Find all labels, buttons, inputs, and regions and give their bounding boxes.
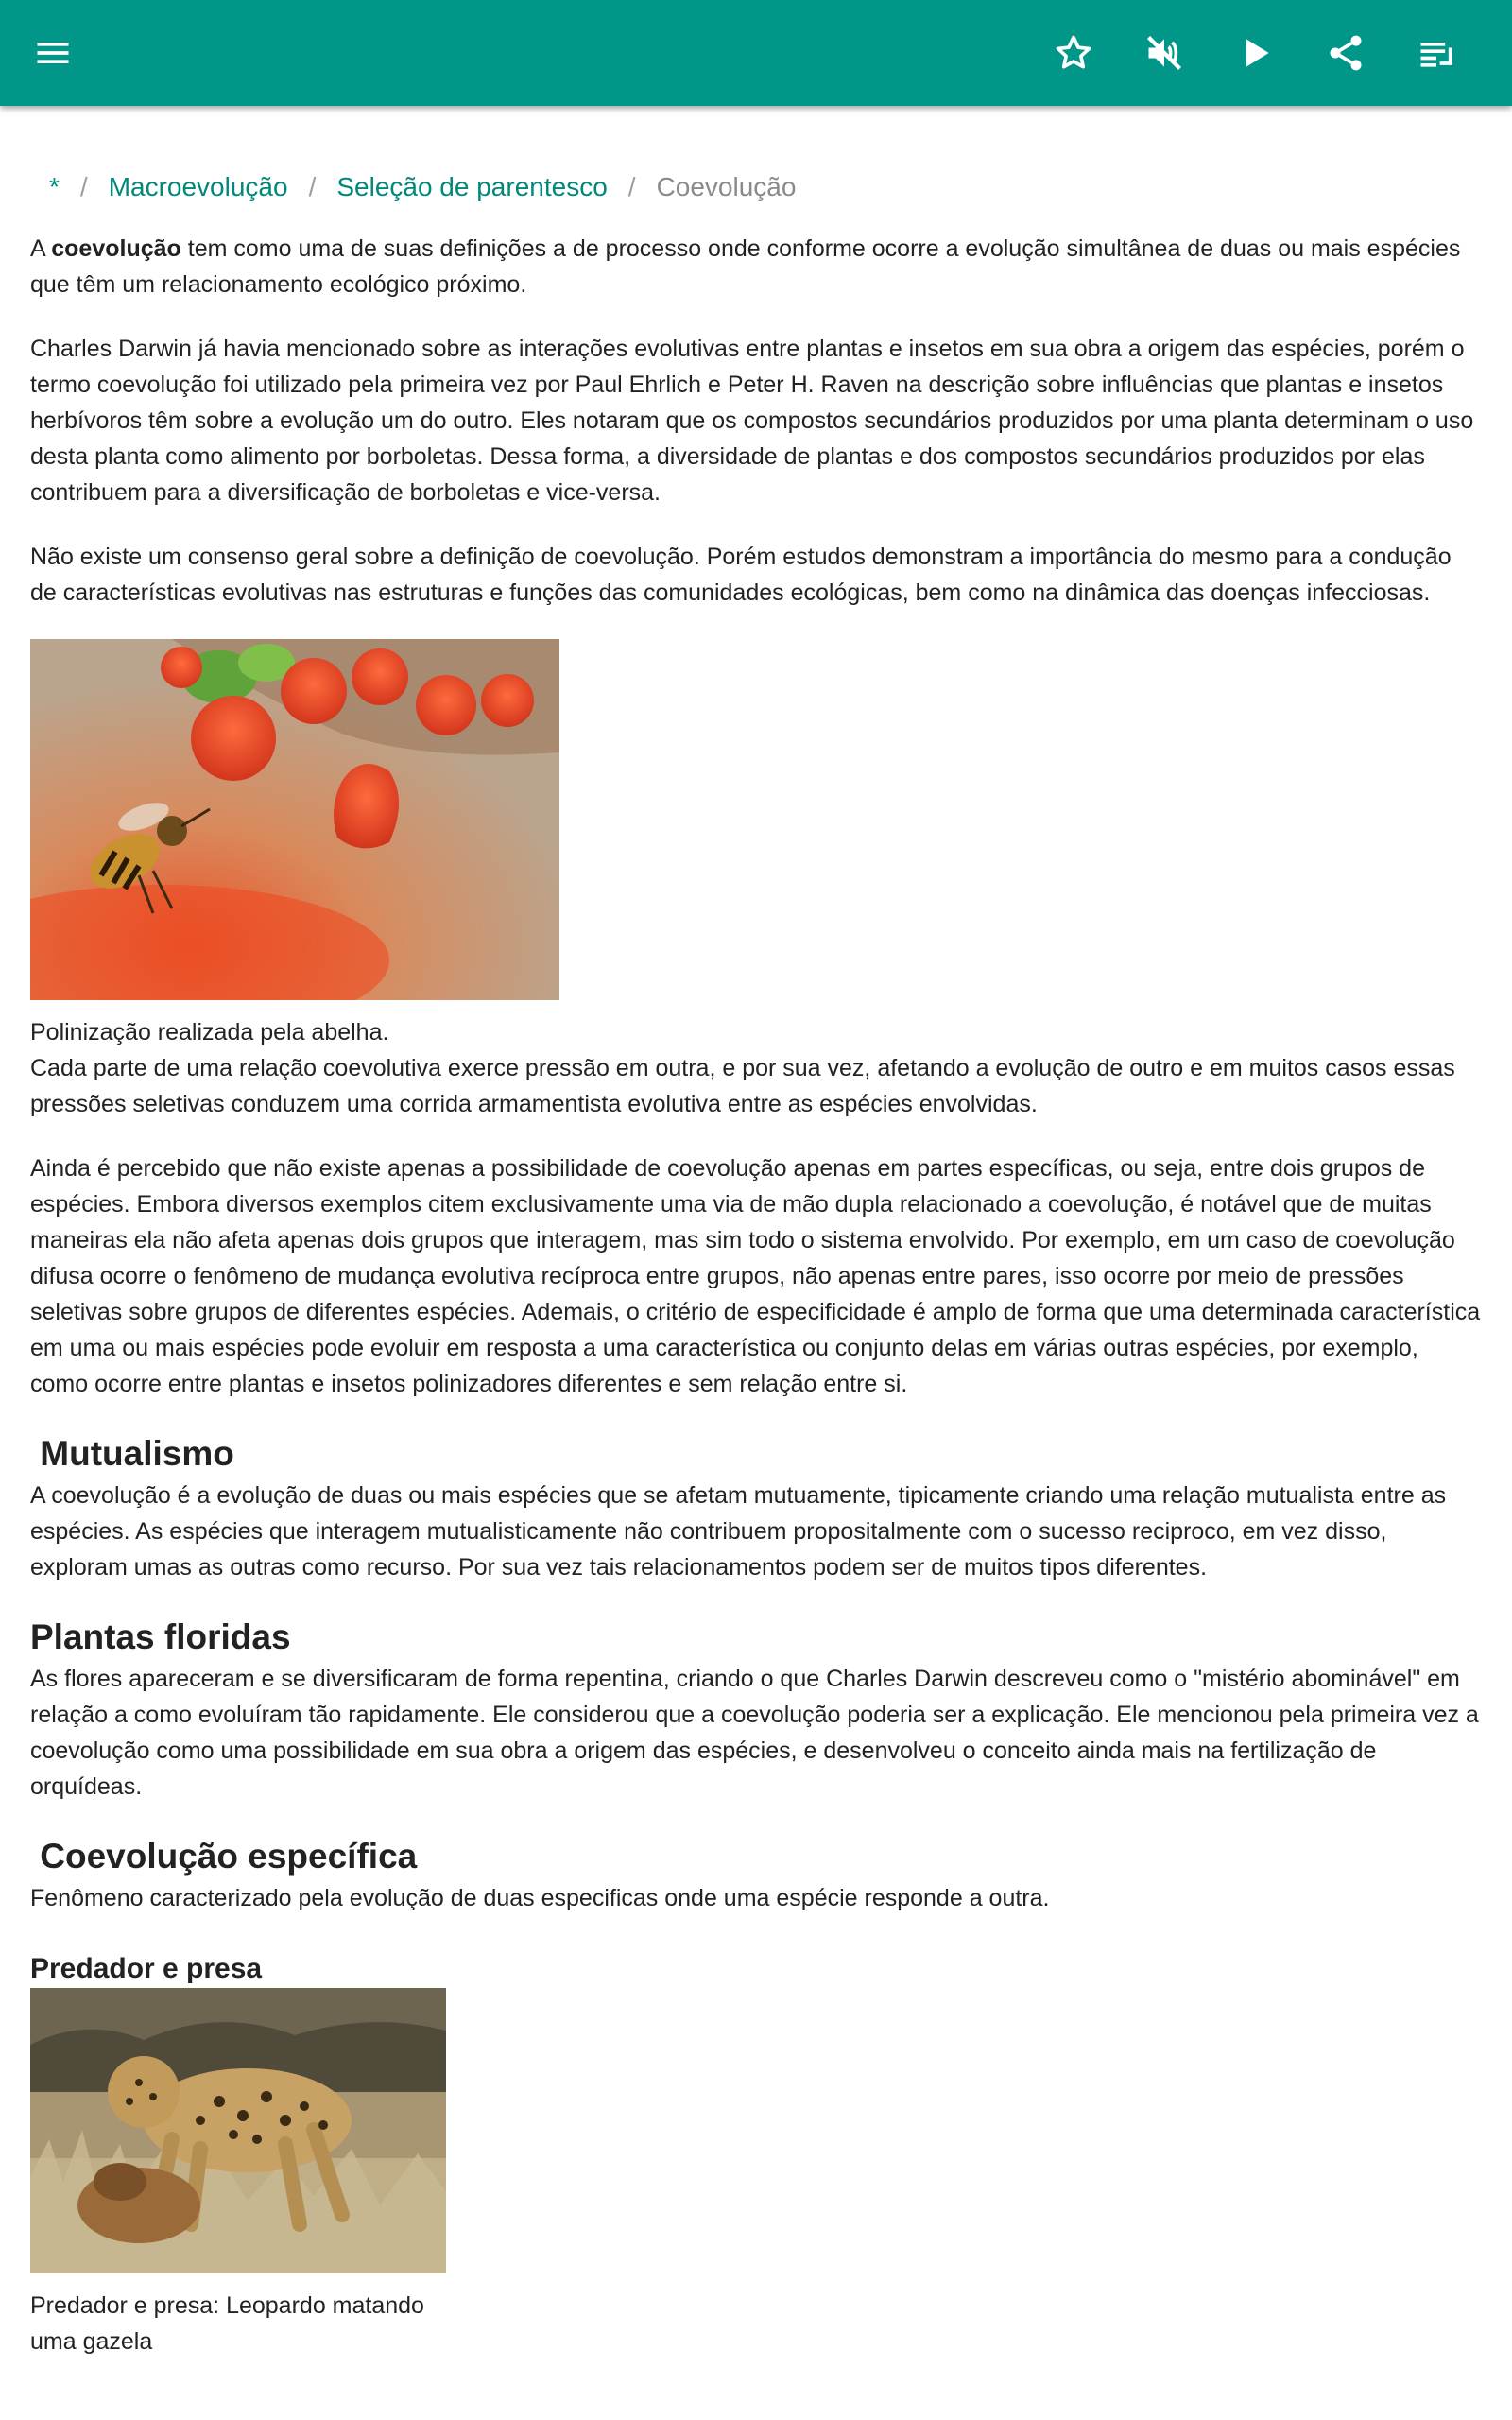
subsection-heading-predador-presa: Predador e presa: [30, 1953, 263, 1984]
leopard-gazelle-image: [30, 1988, 446, 2273]
hamburger-menu-icon: [32, 32, 74, 74]
play-icon: [1234, 32, 1276, 74]
breadcrumb-separator: /: [627, 172, 636, 201]
breadcrumb-home-link[interactable]: *: [49, 172, 60, 201]
star-outline-icon: [1053, 32, 1094, 74]
breadcrumb-link-selecao-parentesco[interactable]: Seleção de parentesco: [336, 172, 608, 201]
breadcrumb-link-macroevolucao[interactable]: Macroevolução: [108, 172, 288, 201]
consensus-paragraph: Não existe um consenso geral sobre a definição de coevolução. Porém estudos demonstram a importância do mesmo para a condução de características evolutivas nas estruturas e funções das comunidades ecológicas, bem como na dinâmica das doenças infecciosas.: [30, 544, 1452, 606]
breadcrumb-current: Coevolução: [656, 172, 797, 201]
section-heading-mutualismo: Mutualismo: [30, 1434, 234, 1473]
playlist-button[interactable]: [1404, 21, 1469, 85]
leopard-figure-caption: Predador e presa: Leopardo matando uma gazela: [30, 2292, 424, 2355]
share-button[interactable]: [1314, 21, 1378, 85]
darwin-paragraph: Charles Darwin já havia mencionado sobre as interações evolutivas entre plantas e insetos em sua obra a origem das espécies, porém o termo coevolução foi utilizado pela primeira vez por Paul Ehrlich e Peter H. Raven na descrição sobre influências que plantas e insetos herbívoros têm sobre a evolução um do outro. Eles notaram que os compostos secundários produzidos por uma planta determinam o uso desta planta como alimento por borboletas. Dessa forma, a diversidade de plantas e dos compostos secundários produzidos por elas contribuem para a diversificação de borboletas e vice-versa.: [30, 336, 1474, 506]
bee-pollination-image: [30, 639, 559, 1000]
bee-flower-figure: [30, 639, 1482, 1005]
share-icon: [1325, 32, 1366, 74]
mute-button[interactable]: [1132, 21, 1196, 85]
intro-term: coevolução: [51, 235, 181, 262]
diffuse-coevolution-paragraph: Ainda é percebido que não existe apenas a possibilidade de coevolução apenas em partes específicas, ou seja, entre dois grupos de espécies. Embora diversos exemplos citem exclusivamente uma via de mão dupla relacionado a coevolução, é notável que de muitas maneiras ela não afeta apenas dois grupos que interagem, mas sim todo o sistema envolvido. Por exemplo, em um caso de coevolução difusa ocorre o fenômeno de mudança evolutiva recíproca entre grupos, não apenas entre pares, isso ocorre por meio de pressões seletivas sobre grupos de diferentes espécies. Ademais, o critério de especificidade é amplo de forma que uma determinada característica em uma ou mais espécies pode evoluir em resposta a uma característica ou conjunto delas em várias outras espécies, por exemplo, como ocorre entre plantas e insetos polinizadores diferentes e sem relação entre si.: [30, 1155, 1481, 1397]
app-bar: [0, 0, 1512, 106]
breadcrumb: [30, 161, 1482, 214]
article-content: [30, 161, 1482, 2360]
volume-off-icon: [1143, 32, 1185, 74]
playlist-icon: [1416, 32, 1457, 74]
intro-prefix: A: [30, 235, 52, 262]
intro-paragraph: [30, 231, 1482, 302]
menu-button[interactable]: [21, 21, 85, 85]
breadcrumb-separator: /: [79, 172, 88, 201]
pressure-paragraph: Cada parte de uma relação coevolutiva exerce pressão em outra, e por sua vez, afetando a evolução de outro e em muitos casos essas pressões seletivas conduzem uma corrida armamentista evolutiva entre as espécies envolvidas.: [30, 1055, 1455, 1117]
mutualismo-paragraph: A coevolução é a evolução de duas ou mais espécies que se afetam mutuamente, tipicamente criando uma relação mutualista entre as espécies. As espécies que interagem mutualisticamente não contribuem propositalmente com o sucesso reciproco, em vez disso, exploram umas as outras como recurso. Por sua vez tais relacionamentos podem ser de muitos tipos diferentes.: [30, 1482, 1447, 1581]
bee-figure-caption: Polinização realizada pela abelha.: [30, 1019, 389, 1046]
plantas-floridas-paragraph: As flores apareceram e se diversificaram de forma repentina, criando o que Charles Darwin descreveu como o "mistério abominável" em relação a como evoluíram tão rapidamente. Ele considerou que a coevolução poderia ser a explicação. Ele mencionou pela primeira vez a coevolução como uma possibilidade em sua obra a origem das espécies, e desenvolveu o conceito ainda mais na fertilização de orquídeas.: [30, 1666, 1479, 1800]
play-button[interactable]: [1223, 21, 1287, 85]
favorite-button[interactable]: [1041, 21, 1106, 85]
section-heading-coevolucao-especifica: Coevolução específica: [30, 1837, 418, 1876]
section-heading-plantas-floridas: Plantas floridas: [30, 1617, 291, 1656]
leopard-figure: [30, 1988, 1482, 2278]
intro-rest: tem como uma de suas definições a de processo onde conforme ocorre a evolução simultânea de duas ou mais espécies que têm um relacionamento ecológico próximo.: [30, 235, 1461, 298]
coevolucao-especifica-paragraph: Fenômeno caracterizado pela evolução de duas especificas onde uma espécie responde a outra.: [30, 1885, 1050, 1911]
breadcrumb-separator: /: [308, 172, 317, 201]
